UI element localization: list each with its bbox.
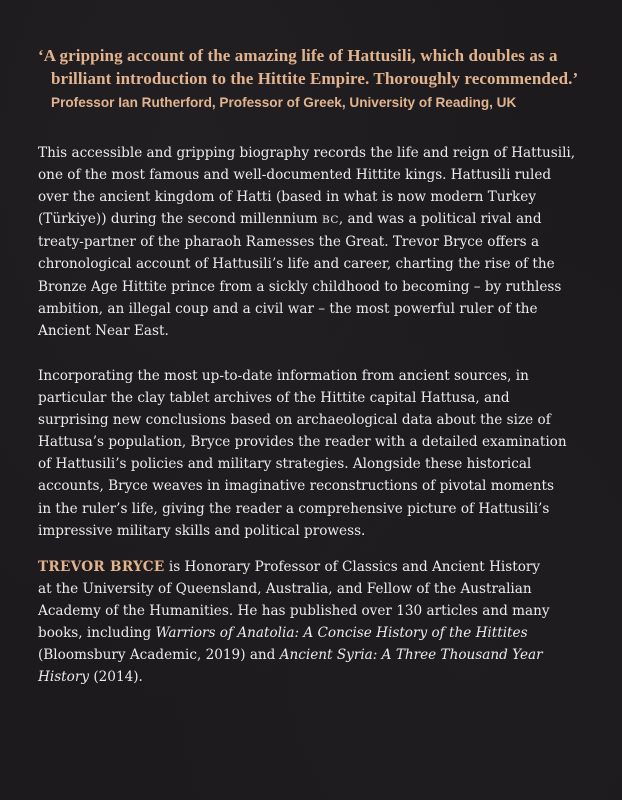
- text-line: particular the clay tablet archives of the Hittite capital Hattusa, and: [38, 390, 510, 407]
- text-segment: books, including: [38, 625, 156, 642]
- endorsement-quote: [38, 44, 598, 90]
- text-line: [38, 644, 598, 666]
- era-abbreviation: BC: [321, 214, 339, 227]
- text-segment: (2014).: [89, 669, 143, 686]
- text-segment: (Türkiye)) during the second millennium: [38, 211, 318, 228]
- text-line: Hattusa’s population, Bryce provides the reader with a detailed examination: [38, 434, 567, 451]
- text-line: [38, 208, 598, 231]
- text-line: one of the most famous and well-documented Hittite kings. Hattusili ruled: [38, 167, 552, 184]
- text-line: [38, 622, 598, 644]
- book-title: History: [38, 669, 90, 686]
- text-line: chronological account of Hattusili’s life and career, charting the rise of the: [38, 256, 555, 273]
- quote-line: brilliant introduction to the Hittite Empire. Thoroughly recommended.’: [51, 69, 579, 88]
- text-line: of Hattusili’s policies and military strategies. Alongside these historical: [38, 456, 532, 473]
- text-line: This accessible and gripping biography records the life and reign of Hattusili,: [38, 145, 576, 161]
- book-title: Ancient Syria: A Three Thousand Year: [279, 647, 543, 664]
- text-line: impressive military skills and political prowess.: [38, 522, 366, 539]
- text-line: ambition, an illegal coup and a civil war – the most powerful ruler of the: [38, 300, 538, 317]
- book-title: Warriors of Anatolia: A Concise History of the Hittites: [155, 625, 528, 642]
- text-line: Academy of the Humanities. He has published over 130 articles and many: [38, 603, 550, 620]
- text-segment: is Honorary Professor of Classics and Ancient History: [164, 559, 541, 575]
- text-line: in the ruler’s life, giving the reader a comprehensive picture of Hattusili’s: [38, 500, 550, 517]
- text-segment: (Bloomsbury Academic, 2019) and: [38, 647, 280, 664]
- text-line: Bronze Age Hittite prince from a sickly childhood to becoming – by ruthless: [38, 278, 562, 295]
- text-line: surprising new conclusions based on archaeological data about the size of: [38, 412, 551, 429]
- description-paragraph-2: [38, 365, 598, 542]
- text-line: accounts, Bryce weaves in imaginative reconstructions of pivotal moments: [38, 478, 554, 495]
- text-line: [38, 666, 598, 688]
- text-line: over the ancient kingdom of Hatti (based in what is now modern Turkey: [38, 189, 537, 206]
- text-line: at the University of Queensland, Australia, and Fellow of the Australian: [38, 581, 532, 598]
- text-line: treaty-partner of the pharaoh Ramesses the Great. Trevor Bryce offers a: [38, 234, 540, 251]
- author-name: TREVOR BRYCE: [38, 559, 165, 575]
- text-line: [38, 556, 598, 578]
- author-biography: [38, 556, 598, 689]
- quote-line: ‘A gripping account of the amazing life of Hattusili, which doubles as a: [38, 46, 558, 65]
- text-line: Incorporating the most up-to-date information from ancient sources, in: [38, 368, 529, 384]
- description-paragraph-1: [38, 142, 598, 342]
- text-segment: , and was a political rival and: [338, 211, 542, 228]
- text-line: Ancient Near East.: [38, 322, 169, 339]
- quote-attribution: Professor Ian Rutherford, Professor of Greek, University of Reading, UK: [51, 95, 517, 110]
